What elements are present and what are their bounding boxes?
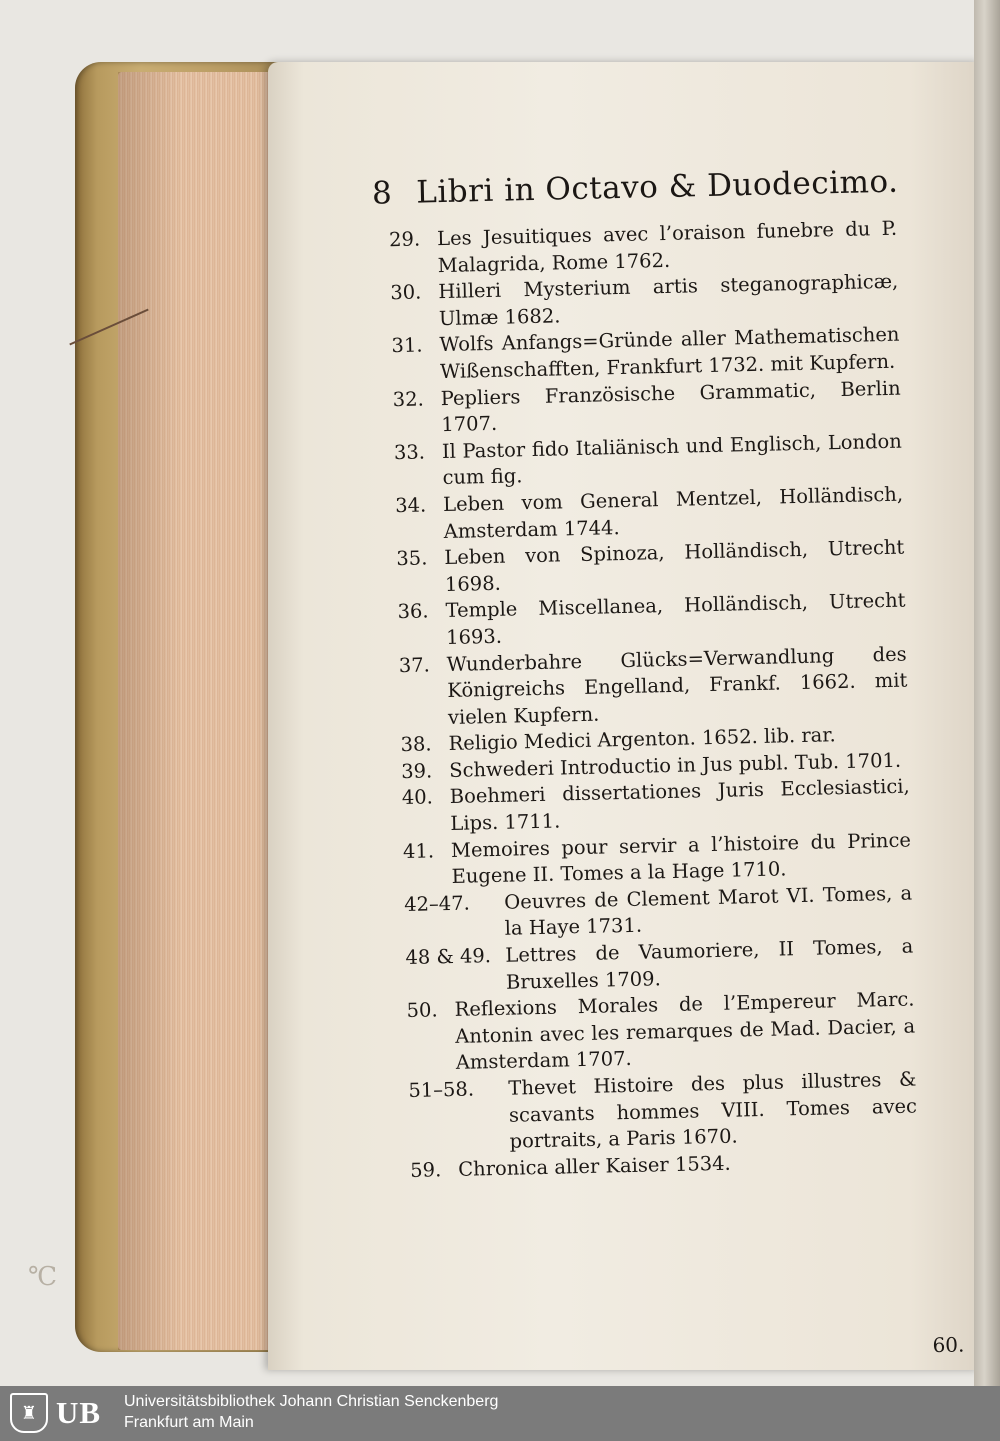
entry-text: Oeuvres de Clement Marot VI. Tomes, a la Haye 1731. bbox=[503, 881, 913, 941]
entry-text: Thevet Histoire des plus illustres & scavants hommes VIII. Tomes avec portraits, a Paris 1670. bbox=[508, 1067, 918, 1153]
entry-number: 48 & 49. bbox=[405, 944, 492, 970]
entry-number: 29. bbox=[388, 227, 421, 252]
entry-text: Memoires pour servir a l’histoire du Prince Eugene II. Tomes a la Hage 1710. bbox=[450, 828, 912, 889]
entry-text: Leben von Spinoza, Holländisch, Utrecht 1698. bbox=[444, 535, 905, 596]
entry-number: 32. bbox=[392, 387, 425, 411]
entry-text: Reflexions Morales de l’Empereur Marc. Antonin avec les remarques de Mad. Dacier, a Amsterdam 1707. bbox=[454, 987, 916, 1075]
entry-number: 42–47. bbox=[403, 891, 471, 916]
library-footer bbox=[0, 1386, 1000, 1441]
entry-number: 36. bbox=[397, 599, 429, 624]
page-header bbox=[372, 164, 899, 212]
entry-number: 35. bbox=[396, 546, 428, 571]
entry-text: Pepliers Französische Grammatic, Berlin 1707. bbox=[440, 376, 901, 437]
entry-number: 50. bbox=[406, 998, 438, 1023]
entry-number: 34. bbox=[394, 493, 427, 518]
entry-number: 37. bbox=[398, 652, 431, 677]
entry-number: 40. bbox=[401, 785, 434, 810]
catalog-entry bbox=[399, 641, 909, 732]
entry-text: Chronica aller Kaiser 1534. bbox=[457, 1151, 731, 1181]
library-seal-icon: ♜ bbox=[10, 1393, 48, 1433]
entry-text: Boehmeri dissertationes Juris Ecclesiastici, Lips. 1711. bbox=[449, 775, 910, 836]
entry-number: 30. bbox=[390, 280, 422, 305]
entry-text: Hilleri Mysterium artis steganographicæ, Ulmæ 1682. bbox=[438, 269, 899, 330]
page-title: Libri in Octavo & Duodecimo. bbox=[415, 163, 899, 211]
entry-text: Temple Miscellanea, Holländisch, Utrecht 1693. bbox=[445, 588, 906, 649]
logo-text: UB bbox=[56, 1395, 102, 1430]
bleed-through-mark: ℃ bbox=[28, 1262, 58, 1292]
catalog-entry bbox=[408, 1066, 918, 1157]
entry-number: 39. bbox=[400, 759, 433, 783]
entry-text: Leben vom General Mentzel, Holländisch, Amsterdam 1744. bbox=[442, 482, 904, 543]
page-text-block bbox=[269, 54, 979, 1377]
entry-number: 51–58. bbox=[408, 1077, 475, 1102]
entry-text: Religio Medici Argenton. 1652. lib. rar. bbox=[448, 723, 836, 756]
catalog-entries bbox=[389, 216, 919, 1185]
footer-city: Frankfurt am Main bbox=[124, 1414, 254, 1431]
entry-number: 31. bbox=[391, 333, 423, 358]
scanner-clip bbox=[974, 0, 1000, 1386]
entry-text: Schwederi Introductio in Jus publ. Tub. 1701. bbox=[448, 748, 902, 782]
ub-logo bbox=[10, 1394, 114, 1432]
entry-number: 38. bbox=[400, 732, 432, 757]
entry-text: Les Jesuitiques avec l’oraison funebre du P. Malagrida, Rome 1762. bbox=[436, 216, 898, 277]
entry-number: 41. bbox=[402, 839, 435, 863]
entry-text: Wunderbahre Glücks=Verwandlung des Königreichs Engelland, Frankf. 1662. mit vielen Kupfern. bbox=[446, 642, 908, 729]
catchword: 60. bbox=[932, 1332, 965, 1358]
catalog-entry bbox=[406, 987, 916, 1078]
entry-text: Wolfs Anfangs=Gründe aller Mathematischen Wißenschafften, Frankfurt 1732. mit Kupfern. bbox=[439, 323, 900, 384]
entry-number: 33. bbox=[393, 440, 426, 464]
page-number: 8 bbox=[371, 175, 393, 212]
entry-text: Il Pastor fido Italiänisch und Englisch, London cum fig. bbox=[441, 429, 903, 490]
book-page bbox=[268, 62, 980, 1370]
entry-text: Lettres de Vaumoriere, II Tomes, a Bruxelles 1709. bbox=[505, 934, 914, 994]
entry-number: 59. bbox=[409, 1158, 442, 1182]
footer-institution: Universitätsbibliothek Johann Christian Senckenberg bbox=[124, 1393, 499, 1410]
